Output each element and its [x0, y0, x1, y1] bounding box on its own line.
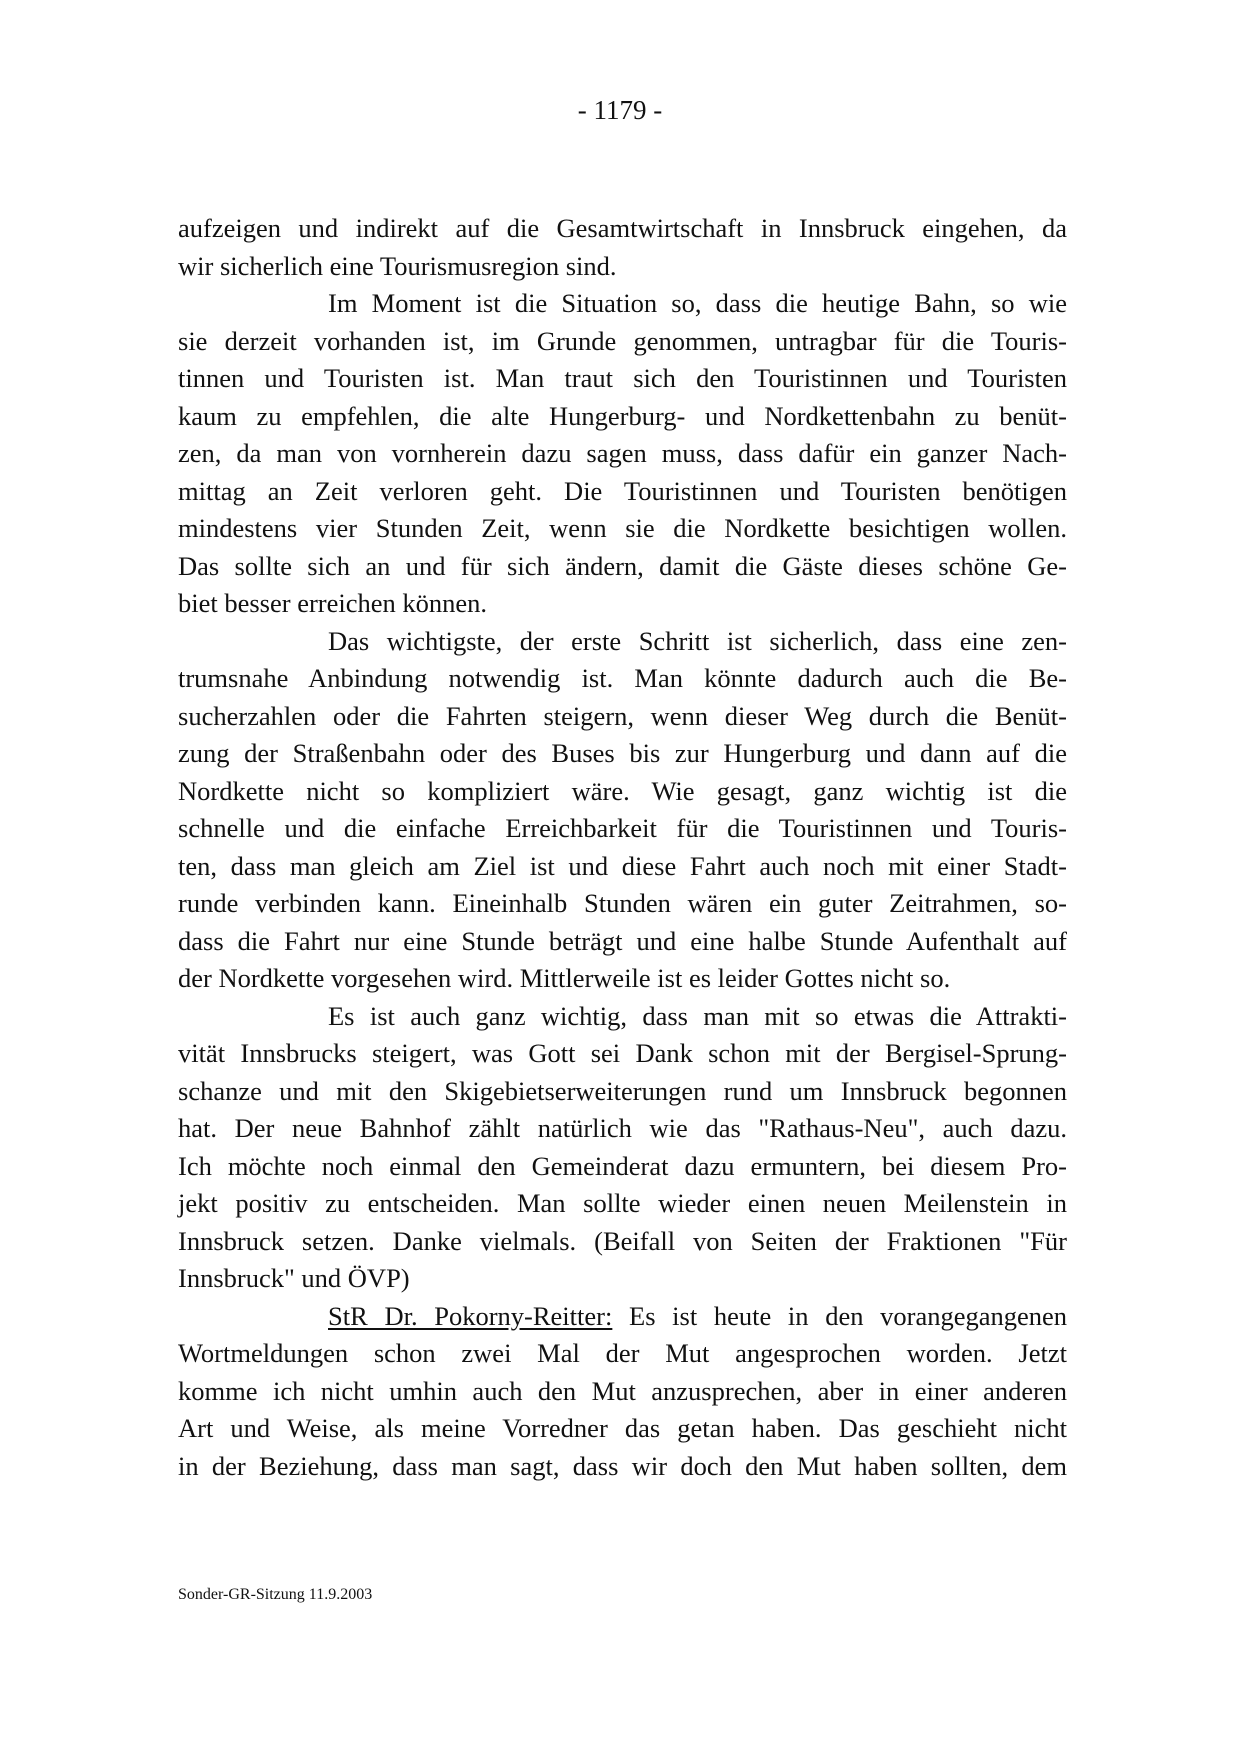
text-line: dass die Fahrt nur eine Stunde beträgt und eine halbe Stunde Aufenthalt auf — [178, 925, 1067, 956]
text-line: schnelle und die einfache Erreichbarkeit für die Touristinnen und Touris- — [178, 813, 1067, 843]
text-line: Das wichtigste, der erste Schritt ist sicherlich, dass eine zen- — [328, 625, 1067, 656]
text-line: vität Innsbrucks steigert, was Gott sei Dank schon mit der Bergisel-Sprung- — [178, 1038, 1067, 1068]
text-line: biet besser erreichen können. — [178, 588, 488, 618]
speaker-name: StR Dr. Pokorny-Reitter: — [328, 1300, 613, 1331]
text-line: Innsbruck setzen. Danke vielmals. (Beifall von Seiten der Fraktionen "Für — [178, 1225, 1067, 1256]
text-line: wir sicherlich eine Tourismusregion sind. — [178, 250, 617, 281]
paragraph-3 — [178, 623, 1067, 998]
text-line: Ich möchte noch einmal den Gemeinderat dazu ermuntern, bei diesem Pro- — [178, 1150, 1067, 1181]
text-line: Wortmeldungen schon zwei Mal der Mut angesprochen worden. Jetzt — [178, 1338, 1067, 1368]
paragraph-1 — [178, 210, 1067, 285]
page-footer: Sonder-GR-Sitzung 11.9.2003 — [178, 1586, 373, 1603]
text-line: in der Beziehung, dass man sagt, dass wir doch den Mut haben sollten, dem — [178, 1450, 1067, 1481]
text-line: tinnen und Touristen ist. Man traut sich den Touristinnen und Touristen — [178, 363, 1067, 393]
text-line: jekt positiv zu entscheiden. Man sollte wieder einen neuen Meilenstein in — [178, 1188, 1067, 1218]
text-line: Das sollte sich an und für sich ändern, damit die Gäste dieses schöne Ge- — [178, 550, 1067, 581]
page-number: - 1179 - — [577, 95, 663, 125]
text-line: Innsbruck" und ÖVP) — [178, 1263, 410, 1293]
text-line: Art und Weise, als meine Vorredner das getan haben. Das geschieht nicht — [178, 1413, 1067, 1443]
text-line: schanze und mit den Skigebietserweiterungen rund um Innsbruck begonnen — [178, 1075, 1067, 1106]
text-line: runde verbinden kann. Eineinhalb Stunden wären ein guter Zeitrahmen, so- — [178, 888, 1067, 918]
speech-paragraph — [178, 1298, 1067, 1486]
paragraph-2 — [178, 285, 1067, 623]
text-line: aufzeigen und indirekt auf die Gesamtwirtschaft in Innsbruck eingehen, da — [178, 213, 1067, 243]
text-line: zung der Straßenbahn oder des Buses bis zur Hungerburg und dann auf die — [178, 738, 1067, 768]
speech-first-line — [178, 1298, 1067, 1336]
text-line: ten, dass man gleich am Ziel ist und diese Fahrt auch noch mit einer Stadt- — [178, 850, 1067, 881]
paragraph-4 — [178, 998, 1067, 1298]
text-line: mindestens vier Stunden Zeit, wenn sie die Nordkette besichtigen wollen. — [178, 513, 1067, 543]
text-line: sucherzahlen oder die Fahrten steigern, wenn dieser Weg durch die Benüt- — [178, 700, 1067, 731]
speech-first-line-text: Es ist heute in den vorangegangenen — [612, 1300, 1067, 1331]
text-line: Es ist auch ganz wichtig, dass man mit so etwas die Attrakti- — [328, 1000, 1067, 1031]
text-line: komme ich nicht umhin auch den Mut anzusprechen, aber in einer anderen — [178, 1375, 1067, 1406]
text-line: Nordkette nicht so kompliziert wäre. Wie gesagt, ganz wichtig ist die — [178, 775, 1067, 806]
body-text — [178, 210, 1067, 1485]
text-line: Im Moment ist die Situation so, dass die heutige Bahn, so wie — [328, 288, 1067, 318]
text-line: zen, da man von vornherein dazu sagen muss, dass dafür ein ganzer Nach- — [178, 438, 1067, 468]
text-line: trumsnahe Anbindung notwendig ist. Man könnte dadurch auch die Be- — [178, 663, 1067, 693]
text-line: hat. Der neue Bahnhof zählt natürlich wie das "Rathaus-Neu", auch dazu. — [178, 1113, 1067, 1143]
text-line: kaum zu empfehlen, die alte Hungerburg- und Nordkettenbahn zu benüt- — [178, 400, 1067, 431]
text-line: der Nordkette vorgesehen wird. Mittlerweile ist es leider Gottes nicht so. — [178, 963, 951, 993]
text-line: mittag an Zeit verloren geht. Die Touristinnen und Touristen benötigen — [178, 475, 1067, 506]
text-line: sie derzeit vorhanden ist, im Grunde genommen, untragbar für die Touris- — [178, 325, 1067, 356]
